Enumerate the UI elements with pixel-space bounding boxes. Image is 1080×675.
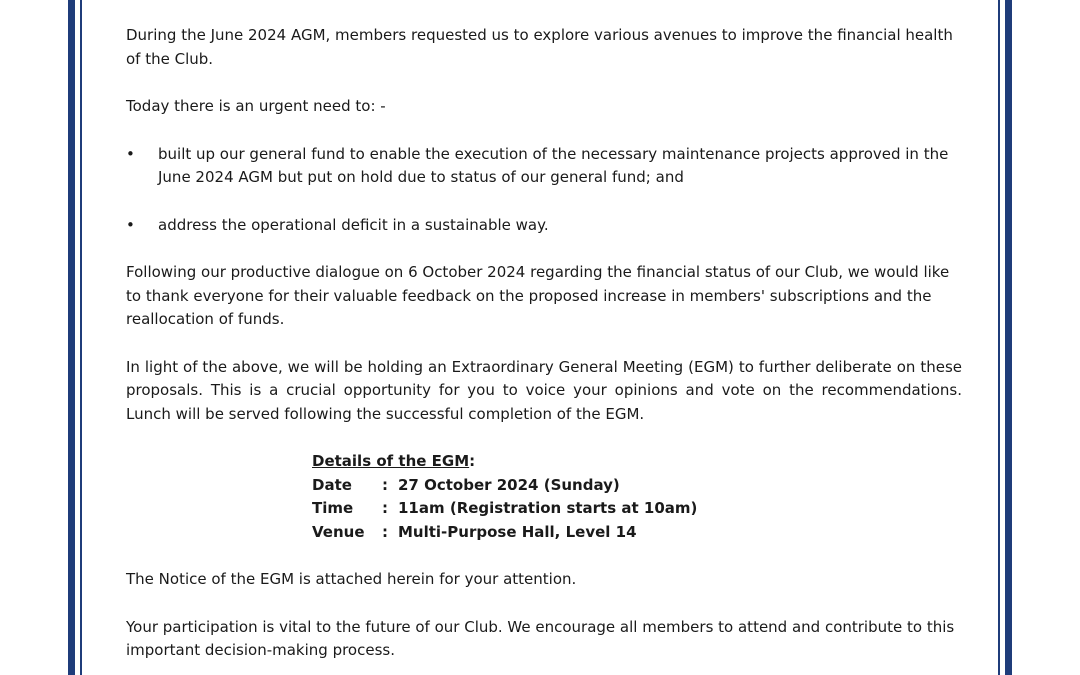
bullet-marker: •	[126, 215, 135, 234]
paragraph-notice-attached: The Notice of the EGM is attached herein for your attention.	[126, 570, 577, 588]
detail-separator: :	[382, 475, 388, 494]
detail-label: Venue	[312, 522, 365, 541]
list-item	[126, 143, 962, 190]
page-border-right-outer	[1005, 0, 1012, 675]
egm-details-heading: Details of the EGM	[312, 452, 470, 470]
detail-label: Date	[312, 475, 352, 494]
paragraph-agm-request: During the June 2024 AGM, members requested us to explore various avenues to improve the financial health of the Club.	[126, 26, 953, 68]
list-item	[126, 214, 962, 238]
egm-details-heading-colon: :	[469, 452, 476, 470]
detail-separator: :	[382, 499, 388, 517]
needs-list	[126, 143, 962, 238]
egm-detail-time	[312, 497, 962, 521]
detail-value: 11am (Registration starts at 10am)	[398, 499, 698, 517]
paragraph-egm-announcement: In light of the above, we will be holding an Extraordinary General Meeting (EGM) to further deliberate on these proposals. This is a crucial opportunity for you to voice your opinions and vote on the recommendations. Lunch will be served following the successful completion of the EGM.	[126, 357, 962, 423]
bullet-marker: •	[126, 144, 135, 163]
detail-label: Time	[312, 499, 354, 517]
page-border-left-outer	[68, 0, 75, 675]
list-item-text: built up our general fund to enable the execution of the necessary maintenance projects approved in the June 2024 AGM but put on hold due to status of our general fund; and	[158, 144, 949, 186]
detail-value: 27 October 2024 (Sunday)	[398, 475, 620, 494]
paragraph-dialogue: Following our productive dialogue on 6 October 2024 regarding the financial status of our Club, we would like to thank everyone for their valuable feedback on the proposed increase in members' subscriptions and the reallocation of funds.	[126, 263, 950, 328]
detail-separator: :	[382, 522, 388, 541]
paragraph-urgent-need: Today there is an urgent need to: -	[126, 97, 386, 115]
letter-body	[126, 24, 962, 675]
page-border-right-inner	[998, 0, 1000, 675]
egm-details-heading-line	[312, 450, 962, 474]
paragraph-participation: Your participation is vital to the future of our Club. We encourage all members to attend and contribute to this important decision-making process.	[126, 617, 955, 659]
detail-value: Multi-Purpose Hall, Level 14	[398, 522, 637, 541]
egm-details	[312, 450, 962, 544]
egm-detail-venue	[312, 521, 962, 545]
list-item-text: address the operational deficit in a sustainable way.	[158, 215, 549, 234]
page-border-left-inner	[80, 0, 82, 675]
egm-detail-date	[312, 474, 962, 498]
